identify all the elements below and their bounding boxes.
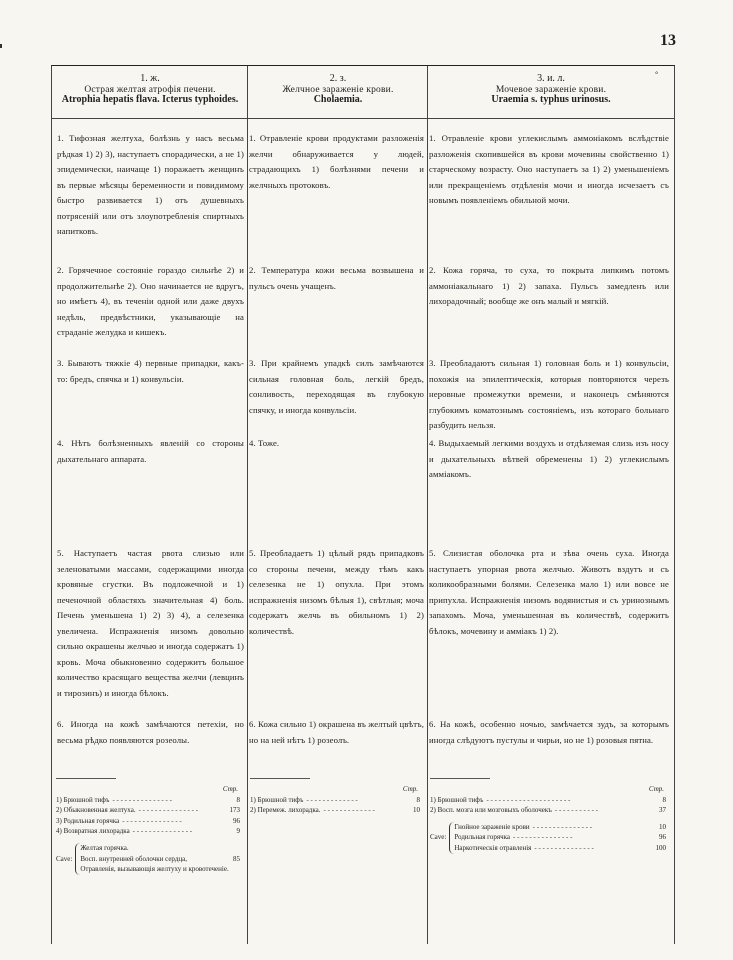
reference-label: 1) Брюшной тифъ: [250, 795, 304, 804]
column-header-3: [431, 74, 671, 106]
column-divider-1: [247, 66, 248, 944]
entry-1-5: 5. Наступаетъ частая рвота слизью или зеленоватыми массами, содержащими иногда кровяные сгустки. Въ подложечной и 1) печеночной областяхъ значительная 4) боль. Печень уменьшена 1) 2) 3) 4), а селезенка увеличена. Испражненія низомъ довольно сильно окрашены желчью и иногда содержатъ 1) кровь. Моча обыкновенно содержитъ большое количество красящаго вещества желчи (левцинъ и тирозинъ) и иногда бѣлокъ.: [57, 548, 244, 698]
column-number: 2. з.: [329, 73, 347, 84]
header-divider: [52, 118, 674, 119]
margin-mark: [0, 44, 2, 48]
column-title: Мочевое зараженіе крови.: [495, 84, 607, 95]
reference-item: 4) Возвратная лихорадка - - - - - - - - - - - - - - - 9: [56, 827, 240, 836]
cave-label: Cave:: [430, 833, 447, 842]
reference-label: 3) Родильная горячка: [56, 816, 120, 825]
reference-label: 1) Брюшной тифъ: [56, 795, 110, 804]
reference-page: 10: [413, 806, 420, 815]
entry-3-3: 3. Преобладаютъ сильная 1) головная боль и 1) конвульсіи, похожія на эпилептическія, которыя повторяются черезъ неровные промежутки времени, и наконецъ смѣняются глубокимъ коматознымъ состояніемъ, изъ котораго больнаго разбудить нельзя.: [429, 358, 669, 430]
entry-3-5: 5. Слизистая оболочка рта и зѣва очень суха. Иногда наступаетъ упорная рвота желчью. Животъ вздутъ и съ коликообразными болями. Селезенка мало 1) или вовсе не припухла. Испражненія низомъ водянистыя и съ уринознымъ запахомъ. Моча, уменьшенная въ количествѣ, содержитъ бѣлокъ, мочевину и амміакъ 1) 2).: [429, 548, 669, 636]
reference-page: 96: [233, 816, 240, 825]
reference-item: 2) Обыкновенная желтуха. - - - - - - - - - - - - - - - 173: [56, 806, 240, 815]
entry-3-1: 1. Отравленіе крови углекислымъ аммоніакомъ вслѣдствіе разложенія скопившейся въ крови мочевины свойственно 1) старческому возрасту. Оно наступаетъ за 1) 2) уменьшеніемъ или прекращеніемъ отдѣленія мочи и иногда исчезаетъ съ новымъ появленіемъ обильной мочи.: [429, 133, 669, 205]
reference-item: 1) Брюшной тифъ - - - - - - - - - - - - - - - 8: [56, 795, 240, 804]
refs-header: Стр.: [402, 785, 418, 793]
references-2: [250, 784, 420, 816]
reference-item: 2) Восп. мозга или мозговыхъ оболочекъ - - - - - - - - - - - 37: [430, 806, 666, 815]
page-number: 13: [660, 32, 676, 49]
column-title: Острая желтая атрофія печени.: [84, 84, 216, 95]
cave-item-page: 100: [655, 843, 666, 852]
reference-label: 1) Брюшной тифъ: [430, 795, 484, 804]
entry-1-1: 1. Тифозная желтуха, болѣзнь у насъ весьма рѣдкая 1) 2) 3), наступаетъ спорадически, а не 1) эпидемически, наичаще 1) поражаетъ женщинъ въ первые мѣсяцы беременности и повидимому быстро развивается 1) отъ душевныхъ потрясеній или отъ злоупотребленія спиртныхъ напитковъ.: [57, 133, 244, 236]
entry-1-6: 6. Иногда на кожѣ замѣчаются петехіи, но весьма рѣдко появляются розеолы.: [57, 719, 244, 745]
cave-item-label: Восп. внутренней оболочки сердца,: [80, 854, 187, 863]
column-number: 3. и. л.: [537, 73, 565, 84]
cave-item-label: Отравленія, вызывающія желтуху и кровотеченіе.: [80, 865, 229, 874]
cave-block: [430, 822, 666, 854]
entry-2-2: 2. Температура кожи весьма возвышена и пульсъ очень учащенъ.: [249, 265, 424, 291]
refs-separator-2: [250, 778, 310, 779]
entry-1-3: 3. Бываютъ тяжкіе 4) первные припадки, какъ-то: бредъ, спячка и 1) конвульсіи.: [57, 358, 244, 384]
cave-item-page: 10: [659, 822, 666, 831]
reference-page: 8: [416, 795, 420, 804]
column-latin-title: Cholaemia.: [313, 94, 363, 105]
reference-item: 2) Перемеж. лихорадка. - - - - - - - - - - - - - 10: [250, 806, 420, 815]
reference-label: 2) Восп. мозга или мозговыхъ оболочекъ: [430, 806, 552, 815]
cave-item-page: 96: [659, 833, 666, 842]
column-latin-title: Uraemia s. typhus urinosus.: [491, 94, 611, 105]
cave-item: Наркотическія отравленія - - - - - - - - - - - - - - - 100: [454, 843, 666, 852]
entry-2-5: 5. Преобладаетъ 1) цѣлый рядъ припадковъ со стороны печени, между тѣмъ какъ селезенка не 1) опухла. При этомъ испражненія низомъ бѣлыя 1), свѣтлыя; моча содержатъ желчь въ обильномъ 1) 2) количествѣ.: [249, 548, 424, 636]
cave-item-label: Гнойное зараженіе крови: [454, 822, 530, 831]
entry-2-3: 3. При крайнемъ упадкѣ силъ замѣчаются сильная головная боль, легкій бредъ, сонливость, переходящая въ глубокую спячку, и иногда конвульсіи.: [249, 358, 424, 415]
cave-item-label: Желтая горячка.: [80, 843, 129, 852]
reference-page: 37: [659, 806, 666, 815]
reference-page: 8: [236, 795, 240, 804]
entry-1-2: 2. Горячечное состояніе гораздо сильнѣе 2) и продолжительнѣе 2). Оно начинается не вдругъ, но имѣетъ 4), въ теченіи одной или даже двухъ недѣль, предвѣстники, указывающіе на страданіе желудка и кишекъ.: [57, 265, 244, 337]
reference-label: 2) Перемеж. лихорадка.: [250, 806, 321, 815]
cave-item: [80, 843, 240, 854]
cave-item-label: Наркотическія отравленія: [454, 843, 532, 852]
reference-page: 8: [662, 795, 666, 804]
column-header-2: [251, 74, 425, 106]
entry-2-1: 1. Отравленіе крови продуктами разложенія желчи обнаруживается у людей, страдающихъ 1) болѣзнями печени и желчныхъ протоковъ.: [249, 133, 424, 190]
cave-list: [449, 822, 666, 854]
references-1: [56, 784, 240, 875]
entry-3-2: 2. Кожа горяча, то суха, то покрыта липкимъ потомъ аммоніакальнаго 1) 2) запаха. Пульсъ замедленъ или лихорадочный; вообще же онъ малый и мягкій.: [429, 265, 669, 306]
cave-item-page: 85: [233, 854, 240, 863]
reference-label: 2) Обыкновенная желтуха.: [56, 806, 136, 815]
column-number: 1. ж.: [140, 73, 160, 84]
cave-block: [56, 843, 240, 875]
print-mark: °: [655, 70, 659, 79]
reference-label: 4) Возвратная лихорадка: [56, 827, 130, 836]
reference-item: 1) Брюшной тифъ - - - - - - - - - - - - - - - - - - - - - 8: [430, 795, 666, 804]
cave-item: Родильная горячка - - - - - - - - - - - - - - - 96: [454, 833, 666, 842]
reference-item: 1) Брюшной тифъ - - - - - - - - - - - - - 8: [250, 795, 420, 804]
cave-item: [80, 864, 240, 875]
reference-page: 9: [236, 827, 240, 836]
column-title: Желчное зараженіе крови.: [282, 84, 394, 95]
entry-3-4: 4. Выдыхаемый легкими воздухъ и отдѣляемая слизь изъ носу и дыхательныхъ вѣтвей обременены 1) 2) углекислымъ аммiакомъ.: [429, 438, 669, 479]
entry-2-6: 6. Кожа сильно 1) окрашена въ желтый цвѣтъ, но на ней нѣтъ 1) розеолъ.: [249, 719, 424, 745]
entry-1-4: 4. Нѣтъ болѣзненныхъ явленій со стороны дыхательнаго аппарата.: [57, 438, 244, 464]
comparison-table: [51, 65, 675, 944]
references-3: [430, 784, 666, 854]
column-header-1: [56, 74, 244, 106]
entry-3-6: 6. На кожѣ, особенно ночью, замѣчается зудъ, за которымъ иногда слѣдуютъ пустулы и чирьи, но не 1) розовыя пятна.: [429, 719, 669, 745]
refs-header: Стр.: [222, 785, 238, 793]
cave-label: Cave:: [56, 854, 73, 863]
refs-header: Стр.: [648, 785, 664, 793]
cave-item: Гнойное зараженіе крови - - - - - - - - - - - - - - - 10: [454, 822, 666, 831]
column-divider-2: [427, 66, 428, 944]
reference-item: 3) Родильная горячка - - - - - - - - - - - - - - - 96: [56, 816, 240, 825]
column-latin-title: Atrophia hepatis flava. Icterus typhoides.: [61, 94, 239, 105]
cave-item: [80, 854, 240, 865]
refs-separator-1: [56, 778, 116, 779]
reference-page: 173: [229, 806, 240, 815]
cave-list: [75, 843, 240, 875]
entry-2-4: 4. Тоже.: [249, 438, 280, 448]
refs-separator-3: [430, 778, 490, 779]
cave-item-label: Родильная горячка: [454, 833, 510, 842]
